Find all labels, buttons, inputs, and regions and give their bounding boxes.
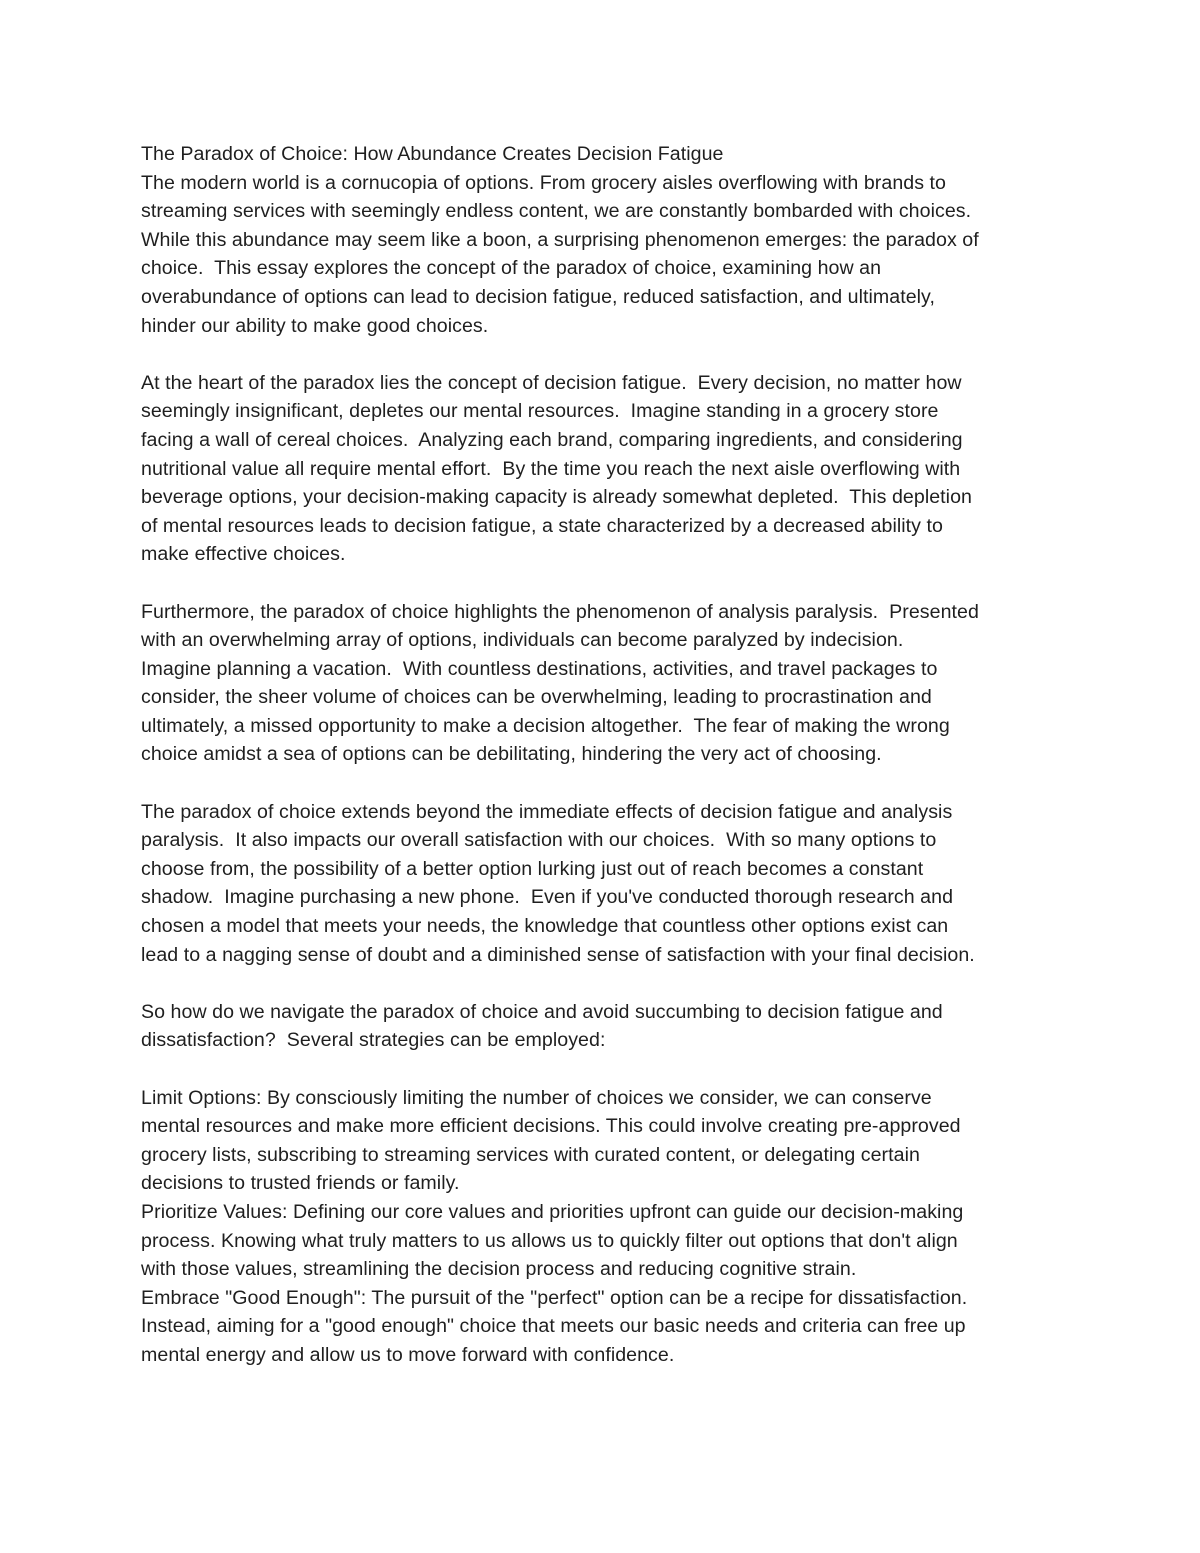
text-line: chosen a model that meets your needs, the knowledge that countless other options exist can: [141, 915, 949, 938]
text-line: seemingly insignificant, depletes our mental resources. Imagine standing in a grocery store: [141, 400, 939, 423]
text-line: mental resources and make more efficient decisions. This could involve creating pre-approved: [141, 1115, 961, 1138]
text-line: decisions to trusted friends or family.: [141, 1172, 460, 1195]
text-line: hinder our ability to make good choices.: [141, 314, 489, 337]
text-line: The paradox of choice extends beyond the immediate effects of decision fatigue and analysis: [141, 800, 953, 823]
text-line: So how do we navigate the paradox of choice and avoid succumbing to decision fatigue and: [141, 1000, 943, 1023]
paragraph-gap: [141, 569, 1076, 598]
text-line: process. Knowing what truly matters to us allows us to quickly filter out options that don't align: [141, 1229, 958, 1252]
text-line: consider, the sheer volume of choices can be overwhelming, leading to procrastination and: [141, 686, 932, 709]
paragraph-gap: [141, 340, 1076, 369]
text-line: beverage options, your decision-making capacity is already somewhat depleted. This depletion: [141, 486, 972, 509]
text-line: The modern world is a cornucopia of options. From grocery aisles overflowing with brands to: [141, 171, 946, 194]
text-line: Imagine planning a vacation. With countless destinations, activities, and travel packages to: [141, 657, 938, 680]
paragraph-satisfaction: [141, 798, 1076, 970]
text-line: nutritional value all require mental effort. By the time you reach the next aisle overflowing with: [141, 457, 961, 480]
text-line: choice. This essay explores the concept of the paradox of choice, examining how an: [141, 257, 882, 280]
paragraph-decision-fatigue: [141, 369, 1076, 569]
paragraph-intro: [141, 169, 1076, 341]
text-line: lead to a nagging sense of doubt and a diminished sense of satisfaction with your final decision.: [141, 943, 975, 966]
text-line: facing a wall of cereal choices. Analyzing each brand, comparing ingredients, and considering: [141, 428, 963, 451]
paragraph-analysis-paralysis: [141, 598, 1076, 770]
text-line: Furthermore, the paradox of choice highlights the phenomenon of analysis paralysis. Presented: [141, 600, 979, 623]
text-line: overabundance of options can lead to decision fatigue, reduced satisfaction, and ultimately,: [141, 285, 935, 308]
paragraph-strategies-intro: [141, 998, 1076, 1055]
paragraph-gap: [141, 969, 1076, 998]
text-line: Prioritize Values: Defining our core values and priorities upfront can guide our decision-making: [141, 1200, 964, 1223]
text-line: shadow. Imagine purchasing a new phone. Even if you've conducted thorough research and: [141, 886, 954, 909]
text-line: grocery lists, subscribing to streaming services with curated content, or delegating certain: [141, 1143, 920, 1166]
text-line: of mental resources leads to decision fatigue, a state characterized by a decreased ability to: [141, 514, 943, 537]
document-body: [141, 140, 1076, 1370]
text-line: with an overwhelming array of options, individuals can become paralyzed by indecision.: [141, 629, 904, 652]
text-line: dissatisfaction? Several strategies can be employed:: [141, 1029, 606, 1052]
text-line: paralysis. It also impacts our overall satisfaction with our choices. With so many options to: [141, 829, 937, 852]
text-line: Limit Options: By consciously limiting the number of choices we consider, we can conserve: [141, 1086, 932, 1109]
text-line: Embrace "Good Enough": The pursuit of the "perfect" option can be a recipe for dissatisfaction.: [141, 1286, 968, 1309]
text-line: ultimately, a missed opportunity to make a decision altogether. The fear of making the wrong: [141, 714, 950, 737]
paragraph-strategies-list: [141, 1084, 1076, 1370]
document-title: The Paradox of Choice: How Abundance Creates Decision Fatigue: [141, 143, 724, 165]
text-line: choose from, the possibility of a better option lurking just out of reach becomes a constant: [141, 857, 924, 880]
text-line: with those values, streamlining the decision process and reducing cognitive strain.: [141, 1258, 857, 1281]
text-line: At the heart of the paradox lies the concept of decision fatigue. Every decision, no matter how: [141, 371, 962, 394]
text-line: make effective choices.: [141, 543, 346, 566]
text-line: choice amidst a sea of options can be debilitating, hindering the very act of choosing.: [141, 743, 882, 766]
text-line: While this abundance may seem like a boon, a surprising phenomenon emerges: the paradox of: [141, 228, 979, 251]
text-line: Instead, aiming for a "good enough" choice that meets our basic needs and criteria can free up: [141, 1315, 966, 1338]
paragraph-gap: [141, 1055, 1076, 1084]
paragraph-gap: [141, 769, 1076, 798]
text-line: streaming services with seemingly endless content, we are constantly bombarded with choices.: [141, 200, 972, 223]
text-line: mental energy and allow us to move forward with confidence.: [141, 1343, 675, 1366]
